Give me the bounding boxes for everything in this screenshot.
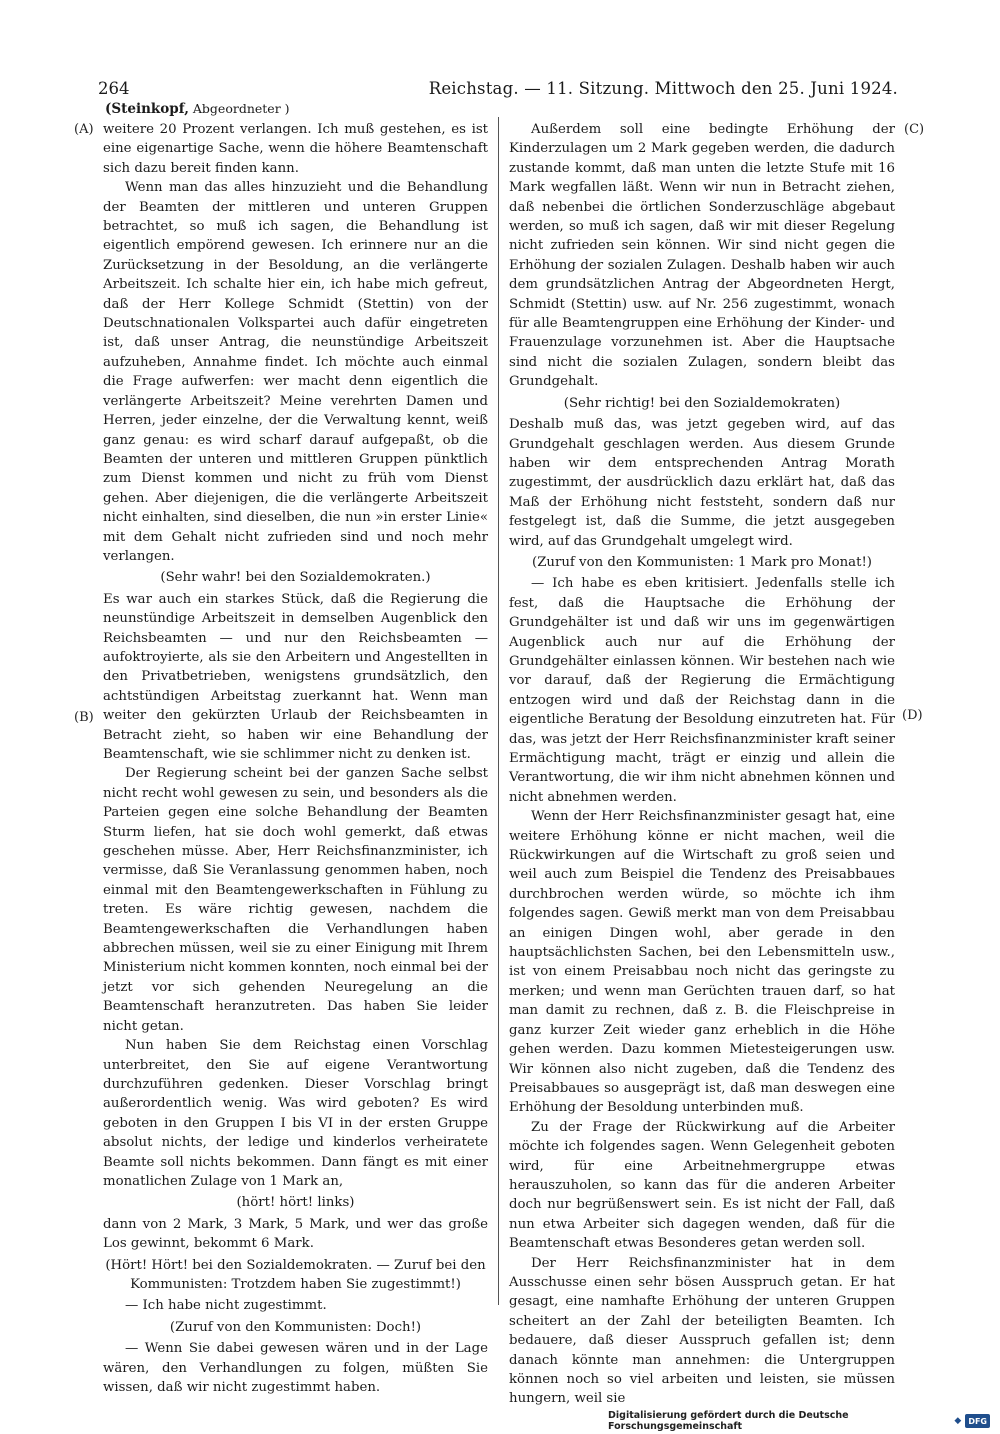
speaker-role: Abgeordneter )	[192, 101, 290, 116]
paragraph: weitere 20 Prozent verlangen. Ich muß gestehen, es ist eine eigenartige Sache, wenn die höhere Beamtenschaft sich dazu bereit finden kann.	[103, 122, 488, 176]
paragraph: Zu der Frage der Rückwirkung auf die Arbeiter möchte ich folgendes sagen. Wenn Gelegenheit geboten wird, für eine Arbeitnehmergruppe etwas herauszuholen, so kann das für die anderen Arbeiter doch nur begrüßenswert sein. Es ist nicht der Fall, daß nun etwa Arbeiter sich dagegen wenden, daß für die Beamtenschaft etwas Besonderes getan werden soll.	[509, 1119, 895, 1252]
right-column	[509, 120, 895, 1407]
interjection: (Sehr richtig! bei den Sozialdemokraten)	[563, 395, 841, 411]
speaker-name: (Steinkopf,	[105, 101, 189, 117]
dfg-logo-icon: DFG	[965, 1414, 990, 1428]
footer-credit	[608, 1410, 990, 1432]
interjection: (Hört! Hört! bei den Sozialdemokraten. — Zuruf bei den Kommunisten: Trotzdem haben Sie zugestimmt!)	[105, 1257, 486, 1292]
margin-marker-d: (D)	[902, 708, 923, 723]
left-column	[103, 120, 488, 1395]
margin-marker-a: (A)	[74, 122, 94, 137]
interjection: (Sehr wahr! bei den Sozialdemokraten.)	[160, 570, 431, 586]
diamond-icon: ◆	[954, 1416, 962, 1426]
interjection: (hört! hört! links)	[236, 1195, 355, 1211]
paragraph: — Wenn Sie dabei gewesen wären und in der Lage wären, den Verhandlungen zu folgen, müßten Sie wissen, daß wir nicht zugestimmt haben.	[103, 1341, 488, 1395]
paragraph: Der Herr Reichsfinanzminister hat in dem Ausschusse einen sehr bösen Ausspruch getan. Er hat gesagt, eine namhafte Erhöhung der unteren Gruppen scheitert an der Zahl der beteiligten Beamten. Ich bedauere, daß dieser Ausspruch gefallen ist; denn danach könnte man annehmen: die Untergruppen können noch so viel arbeiten und leisten, sie müssen hungern, weil sie	[509, 1255, 895, 1407]
margin-marker-c: (C)	[904, 122, 925, 137]
margin-marker-b: (B)	[74, 710, 94, 725]
speaker-line	[105, 101, 290, 117]
paragraph: Der Regierung scheint bei der ganzen Sache selbst nicht recht wohl gewesen zu sein, und besonders als die Parteien gegen eine solche Behandlung der Beamten Sturm liefen, hat sie doch wohl gemerkt, daß etwas geschehen müsse. Aber, Herr Reichsfinanzminister, ich vermisse, daß Sie Veranlassung genommen haben, noch einmal mit den Beamtengewerkschaften in Fühlung zu treten. Es wäre richtig gewesen, nachdem die Beamtengewerkschaften die Verhandlungen haben abbrechen müssen, weil sie zu einer Einigung mit Ihrem Ministerium nicht kommen konnten, noch einmal bei der jetzt vor sich gehenden Neuregelung an die Beamtenschaft heranzutreten. Das haben Sie leider nicht getan.	[103, 766, 488, 1034]
paragraph: Wenn man das alles hinzuzieht und die Behandlung der Beamten der mittleren und unteren Gruppen betrachtet, so muß ich sagen, die Behandlung ist eigentlich empörend gewesen. Ich erinnere nur an die Zurücksetzung in der Besoldung, an die verlängerte Arbeitszeit. Ich schalte hier ein, ich habe mich gefreut, daß der Herr Kollege Schmidt (Stettin) von der Deutschnationalen Volkspartei auch dafür eingetreten ist, daß unser Antrag, die neunstündige Arbeitszeit aufzuheben, Annahme findet. Ich möchte auch einmal die Frage aufwerfen: wer macht denn eigentlich die verlängerte Arbeitszeit? Meine verehrten Damen und Herren, jeder einzelne, der die Verwaltung kennt, weiß ganz genau: es wird scharf darauf aufgepaßt, ob die Beamten der unteren und mittleren Gruppen pünktlich zum Dienst kommen und nicht zu früh vom Dienst gehen. Aber diejenigen, die die verlängerte Arbeitszeit nicht einhalten, sind dieselben, die nun »in erster Linie« mit dem Gehalt nicht zufrieden sind und noch mehr verlangen.	[103, 180, 488, 564]
footer-text: Digitalisierung gefördert durch die Deutsche Forschungsgemeinschaft	[608, 1410, 849, 1432]
paragraph: Es war auch ein starkes Stück, daß die Regierung die neunstündige Arbeitszeit in demselben Augenblick den Reichsbeamten — und nur den Reichsbeamten — aufoktroyierte, als sie den Arbeitern und Angestellten in den Privatbetrieben, wenigstens grundsätzlich, den achtstündigen Arbeitstag zuerkannt hat. Wenn man weiter den gekürzten Urlaub der Reichsbeamten in Betracht zieht, so haben wir eine Behandlung der Beamtenschaft, wie sie schlimmer nicht zu denken ist.	[103, 591, 488, 762]
paragraph: Wenn der Herr Reichsfinanzminister gesagt hat, eine weitere Erhöhung könne er nicht machen, weil die Rückwirkungen auf die Wirtschaft zu groß seien und weil auch zum Beispiel die Tendenz des Preisabbaues durchbrochen werden würde, so möchte ich ihm folgendes sagen. Gewiß merkt man von dem Preisabbau an einigen Dingen wohl, aber gerade in den hauptsächlichsten Sachen, bei den Lebensmitteln usw., ist von einem Preisabbau noch nicht das geringste zu merken; und wenn man Gerüchten trauen darf, so hat man damit zu rechnen, daß z. B. die Fleischpreise in ganz kurzer Zeit wieder ganz erheblich in die Höhe gehen werden. Dazu kommen Mietesteigerungen usw. Wir können also nicht zugeben, daß die Tendenz des Preisabbaues so ausgeprägt ist, daß man deswegen eine Erhöhung der Besoldung unterbinden muß.	[509, 809, 895, 1116]
page-number: 264	[98, 79, 130, 98]
paragraph: dann von 2 Mark, 3 Mark, 5 Mark, und wer das große Los gewinnt, bekommt 6 Mark.	[103, 1216, 488, 1252]
paragraph: Außerdem soll eine bedingte Erhöhung der Kinderzulagen um 2 Mark gegeben werden, die dadurch zustande kommt, daß man unten die letzte Stufe mit 16 Mark wegfallen läßt. Wenn wir nun in Betracht ziehen, daß nebenbei die örtlichen Sonderzuschläge abgebaut werden, so muß ich sagen, daß wir mit dieser Regelung nicht zufrieden sein können. Wir sind nicht gegen die Erhöhung der sozialen Zulagen. Deshalb haben wir auch dem grundsätzlichen Antrag der Abgeordneten Hergt, Schmidt (Stettin) usw. auf Nr. 256 zugestimmt, wonach für alle Beamtengruppen eine Erhöhung der Kinder- und Frauenzulage vorzunehmen ist. Aber die Hauptsache sind nicht die sozialen Zulagen, sondern bleibt das Grundgehalt.	[509, 122, 895, 390]
paragraph: Deshalb muß das, was jetzt gegeben wird, auf das Grundgehalt geschlagen werden. Aus diesem Grunde haben wir dem entsprechenden Antrag Morath zugestimmt, der ausdrücklich dazu erklärt hat, daß das Maß der Erhöhung nicht feststeht, sondern daß nur festgelegt ist, daß die Summe, die jetzt ausgegeben wird, auf das Grundgehalt umgelegt wird.	[509, 417, 895, 549]
column-divider	[498, 117, 499, 1305]
page-title: Reichstag. — 11. Sitzung. Mittwoch den 25. Juni 1924.	[428, 79, 898, 98]
paragraph: — Ich habe nicht zugestimmt.	[125, 1298, 327, 1314]
interjection: (Zuruf von den Kommunisten: Doch!)	[169, 1319, 422, 1335]
paragraph: — Ich habe es eben kritisiert. Jedenfalls stelle ich fest, daß die Hauptsache die Erhöhung der Grundgehälter ist und daß wir uns im gegenwärtigen Augenblick auch nur auf die Erhöhung der Grundgehälter einlassen können. Wir bestehen nach wie vor darauf, daß der Regierung die Ermächtigung entzogen wird und daß der Reichstag dann in die eigentliche Beratung der Besoldung einzutreten hat. Für das, was jetzt der Herr Reichsfinanzminister kraft seiner Ermächtigung macht, trägt er einzig und allein die Verantwortung, die wir ihm nicht abnehmen können und nicht abnehmen werden.	[509, 576, 895, 805]
page-header	[98, 72, 898, 98]
paragraph: Nun haben Sie dem Reichstag einen Vorschlag unterbreitet, den Sie auf eigene Verantwortung durchzuführen gedenken. Dieser Vorschlag bringt außerordentlich wenig. Was wird geboten? Es wird geboten in den Gruppen I bis VI in der ersten Gruppe absolut nichts, der ledige und kinderlos verheiratete Beamte soll nichts bekommen. Dann fängt es mit einer monatlichen Zulage von 1 Mark an,	[103, 1038, 488, 1189]
interjection: (Zuruf von den Kommunisten: 1 Mark pro Monat!)	[532, 554, 872, 570]
